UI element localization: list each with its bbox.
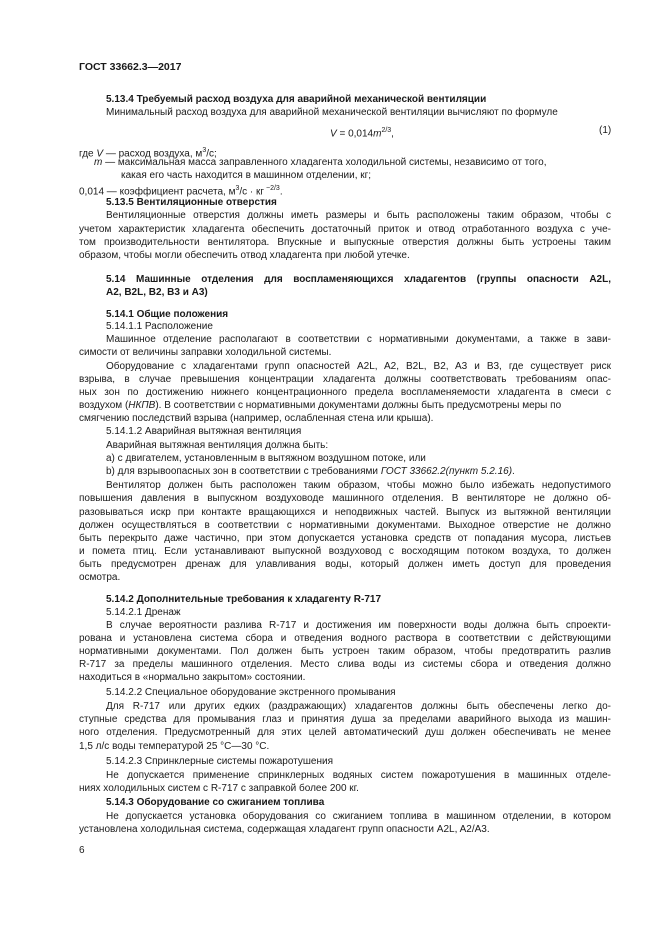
section-5-13-4-intro: Минимальный расход воздуха для аварийной механической вентиляции вычисляют по формуле	[106, 107, 558, 118]
para-line: и помета птиц. Если устанавливают выпускной воздуховод с восходящим потоком воздуха, то должен	[79, 546, 611, 557]
section-5-14-2-heading: 5.14.2 Дополнительные требования к хладагенту R-717	[106, 594, 382, 605]
para-line: находиться в «нормально закрытом» состоянии.	[79, 672, 306, 683]
text-span: воздухом (	[79, 400, 129, 411]
text-span: .	[512, 466, 515, 477]
para-line: взрыва, в случае превышения концентрации хладагента должны соответствовать требованиям опас-	[79, 374, 611, 385]
subsection-5-14-1-2: 5.14.1.2 Аварийная вытяжная вентиляция	[106, 426, 302, 437]
para-line: R-717 за пределы машинного отделения. Место слива воды из системы сбора и отведения должно	[79, 659, 611, 670]
where-v-text: — расход воздуха, м	[103, 148, 203, 160]
coef-sup1: 3	[235, 185, 240, 192]
coef-end: .	[279, 186, 283, 198]
para-line: Оборудование с хладагентами групп опасностей A2L, A2, B2L, B2, A3 и B3, где существует риск	[106, 361, 611, 372]
subsection-5-14-2-3: 5.14.2.3 Спринклерные системы пожаротушения	[106, 756, 333, 767]
para-line: ного отделения. Предусмотренный для этих целей автоматический душ должен обеспечивать не менее	[79, 727, 611, 738]
formula-symbol-m: m	[373, 128, 382, 140]
para-line: должен осуществляться в соответствии с нормативными документами. Выходное отверстие не должно	[79, 520, 611, 531]
subsection-5-14-1-1: 5.14.1.1 Расположение	[106, 321, 213, 332]
para-line: Для R-717 или других едких (раздражающих) хладагентов должны быть обеспечены легко до-	[106, 701, 611, 712]
para-line: учетом характеристик хладагента обеспечить достаточный приток и отвод отработанного воздуха с уче-	[79, 224, 611, 235]
where-v-symbol: V	[96, 148, 104, 160]
para-line: быть перекрыто даже частично, при этом допускается установка средств от попадания мусора, листьев	[79, 533, 611, 544]
list-item-b	[106, 466, 515, 478]
section-5-13-4-heading: 5.13.4 Требуемый расход воздуха для аварийной механической вентиляции	[106, 94, 487, 105]
para-line: симости от величины заправки холодильной системы.	[79, 347, 332, 358]
formula-symbol-v: V	[330, 128, 337, 140]
para-line: образом, чтобы могли обеспечить отвод хладагента при любой утечке.	[79, 250, 410, 261]
section-5-14-heading: 5.14 Машинные отделения для воспламеняющихся хладагентов (группы опасности A2L,	[106, 274, 611, 285]
para-line: В случае вероятности разлива R-717 и достижения им поверхности воды должна быть спроекти-	[106, 620, 611, 631]
page-header-standard: ГОСТ 33662.3—2017	[79, 61, 182, 73]
section-5-14-heading-2: A2, B2L, B2, B3 и A3)	[106, 287, 208, 298]
para-line: том производительности вентилятора. Впускные и выпускные отверстия должны быть устроены таким	[79, 237, 611, 248]
text-span: ). В соответствии с нормативными документами должны быть предусмотрены меры по	[155, 400, 562, 411]
formula-1	[330, 125, 394, 140]
where-v-unit: /с;	[206, 148, 217, 160]
para-line: Не допускается установка оборудования со сжиганием топлива в машинном отделении, в котором	[106, 811, 611, 822]
section-5-14-3-heading: 5.14.3 Оборудование со сжиганием топлива	[106, 797, 325, 808]
coef-text: 0,014 — коэффициент расчета, м	[79, 186, 236, 198]
list-item-a: a) с двигателем, установленным в вытяжном воздушном потоке, или	[106, 453, 426, 464]
where-v-sup: 3	[202, 147, 207, 154]
para-line: повышения давления в выпускном воздуховоде машинного отделения. В вентиляторе не должно об-	[79, 493, 611, 504]
where-label: где	[79, 148, 97, 160]
para-line: Вентилятор должен быть расположен таким образом, чтобы можно было избежать недопустимого	[106, 480, 611, 491]
coef-unit: /с · кг	[239, 186, 265, 198]
para-line: разовываться искр при контакте вращающихся и неподвижных частей. Выпуск из вытяжной вентиляции	[79, 507, 611, 518]
formula-coefficient: = 0,014	[336, 128, 374, 140]
formula-number: (1)	[599, 125, 612, 136]
where-m-symbol: m	[94, 157, 103, 168]
section-5-13-5-heading: 5.13.5 Вентиляционные отверстия	[106, 197, 277, 208]
para-line: установлена холодильная система, содержащая хладагент групп опасности A2L, A2/A3.	[79, 824, 490, 835]
subsection-5-14-2-2: 5.14.2.2 Специальное оборудование экстренного промывания	[106, 687, 396, 698]
para-line: Машинное отделение располагают в соответствии с нормативными документами, а также в зави-	[106, 334, 611, 345]
formula-comma: ,	[391, 128, 394, 140]
section-5-14-1-heading: 5.14.1 Общие положения	[106, 309, 229, 320]
text-span: b) для взрывоопасных зон в соответствии с требованиями	[106, 466, 381, 477]
standard-reference: ГОСТ 33662.2(пункт 5.2.16)	[380, 466, 513, 477]
formula-exponent: 2/3	[381, 127, 392, 134]
para-line	[79, 400, 561, 412]
abbreviation-nkpv: НКПВ	[128, 400, 156, 411]
para-line: 1,5 л/с воды температурой 25 °С—30 °С.	[79, 741, 270, 752]
para-line: Аварийная вытяжная вентиляция должна быть:	[106, 440, 329, 451]
para-line: Вентиляционные отверстия должны иметь размеры и быть расположены таким образом, чтобы с	[106, 210, 611, 221]
where-m-line-2: какая его часть находится в машинном отделении, кг;	[121, 170, 372, 181]
where-m-text: — максимальная масса заправленного хладагента холодильной системы, независимо от того,	[102, 157, 547, 168]
page-number: 6	[79, 845, 85, 856]
para-line: Не допускается применение спринклерных водяных систем пожаротушения в машинных отделе-	[106, 770, 611, 781]
para-line: смягчению последствий взрыва (например, ослабленная стена или крыша).	[79, 413, 434, 424]
para-line: нормативными документами. Пол должен быть устроен таким образом, чтобы предотвратить разлив	[79, 646, 611, 657]
para-line: рована и установлена система сбора и отведения водного раствора в соответствии с действующими	[79, 633, 611, 644]
para-line: ных зон по достижению нижнего концентрационного предела воспламеняемости хладагента в смеси с	[79, 387, 611, 398]
subsection-5-14-2-1: 5.14.2.1 Дренаж	[106, 607, 181, 618]
para-line: ступные средства для промывания глаз и принятия душа за пределами аварийного выхода из машин-	[79, 714, 611, 725]
para-line: быть предусмотрен дренаж для улавливания воды, который должен иметь доступ для проведения	[79, 559, 611, 570]
coef-sup2: −2/3	[264, 185, 280, 192]
para-line: ниях холодильных систем с R-717 с заправкой более 200 кг.	[79, 783, 359, 794]
para-line: осмотра.	[79, 572, 121, 583]
where-m-line	[94, 157, 611, 169]
